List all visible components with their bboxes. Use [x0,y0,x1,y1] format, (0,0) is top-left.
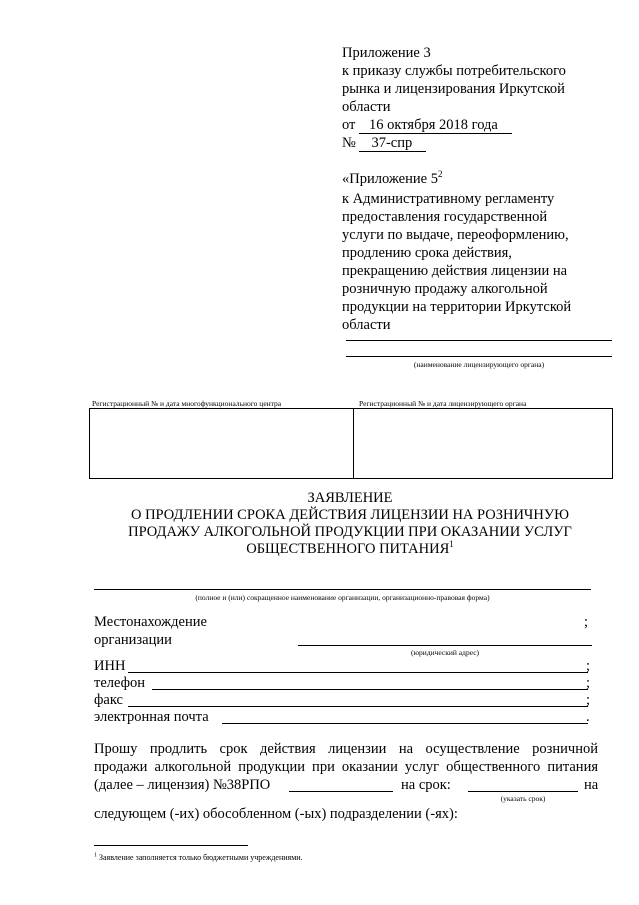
footnote-text: Заявление заполняется только бюджетными учреждениями. [99,853,303,862]
regulation-line: услуги по выдаче, переоформлению, [342,227,569,243]
appendix-number-value: 37-спр [359,135,426,152]
term-line[interactable] [468,791,578,792]
inn-label: ИНН [94,658,126,674]
inn-line[interactable] [128,672,588,673]
footnote-separator [94,845,248,846]
appendix-number: № 37-спр [342,134,612,152]
appendix-regulation-head: «Приложение $5^2$ [342,169,443,187]
appendix-line: рынка и лицензирования Иркутской [342,81,565,97]
appendix-line: области [342,99,391,115]
request-line-1: Прошу продлить срок действия лицензии на осуществление розничной [94,741,598,757]
request-line-3b: на срок: [401,777,451,793]
email-label: электронная почта [94,709,209,725]
footnote [94,853,594,863]
appendix-date: от 16 октября 2018 года [342,116,612,134]
request-line-3c: на [584,777,599,793]
regulation-line: к Административному регламенту [342,191,555,207]
registration-mfc-label: Регистрационный № и дата многофункционального центра [92,399,282,408]
title-line: ПРОДАЖУ АЛКОГОЛЬНОЙ ПРОДУКЦИИ ПРИ ОКАЗАНИИ УСЛУГ [128,524,572,540]
request-line-4: следующем (-их) обособленном (-ых) подразделении (-ях): [94,806,458,822]
title-line-last: ОБЩЕСТВЕННОГО ПИТАНИЯ$^1$ [246,539,454,557]
org-name-caption: (полное и (или) сокращенное наименование организации, организационно-правовая форма) [195,593,490,602]
registration-mfc-box[interactable] [89,408,354,479]
appendix-regulation [342,170,612,334]
request-line-3a: (далее – лицензия) №38РПО [94,777,271,793]
appendix-date-value: 16 октября 2018 года [359,117,512,134]
licensing-body-line-2[interactable] [346,356,612,357]
term-caption: (указать срок) [500,794,546,803]
phone-end: ; [586,675,591,691]
fax-end: ; [586,692,591,708]
appendix-line: Приложение 3 [342,45,431,61]
inn-end: ; [586,658,591,674]
regulation-line: прекращению действия лицензии на [342,263,568,279]
title-line: ЗАЯВЛЕНИЕ [307,490,393,506]
footnote-mark: 1 [94,852,97,859]
legal-address-line[interactable] [298,645,592,646]
licensing-body-line-1[interactable] [346,340,612,341]
regulation-line: предоставления государственной [342,209,548,225]
fax-label: факс [94,692,123,708]
document-title [80,490,620,558]
regulation-line: продукции на территории Иркутской [342,299,572,315]
fax-line[interactable] [128,706,588,707]
email-end: . [586,709,590,725]
phone-line[interactable] [152,689,588,690]
appendix-header [342,44,612,152]
license-number-line[interactable] [289,791,393,792]
regulation-line: розничную продажу алкогольной [342,281,548,297]
title-line: О ПРОДЛЕНИИ СРОКА ДЕЙСТВИЯ ЛИЦЕНЗИИ НА РОЗНИЧНУЮ [130,507,569,523]
legal-address-caption: (юридический адрес) [410,648,480,657]
regulation-line: области [342,317,391,333]
location-label: Местонахождение организации [94,614,207,648]
phone-label: телефон [94,675,146,691]
request-line-2: продажи алкогольной продукции при оказании услуг общественного питания [94,759,598,775]
registration-org-box[interactable] [353,408,613,479]
location-end: ; [584,614,589,630]
regulation-line: продлению срока действия, [342,245,512,261]
email-line[interactable] [222,723,588,724]
licensing-body-caption: (наименование лицензирующего органа) [413,360,545,369]
registration-org-label: Регистрационный № и дата лицензирующего органа [359,399,527,408]
appendix-line: к приказу службы потребительского [342,63,566,79]
org-name-line[interactable] [94,589,591,590]
